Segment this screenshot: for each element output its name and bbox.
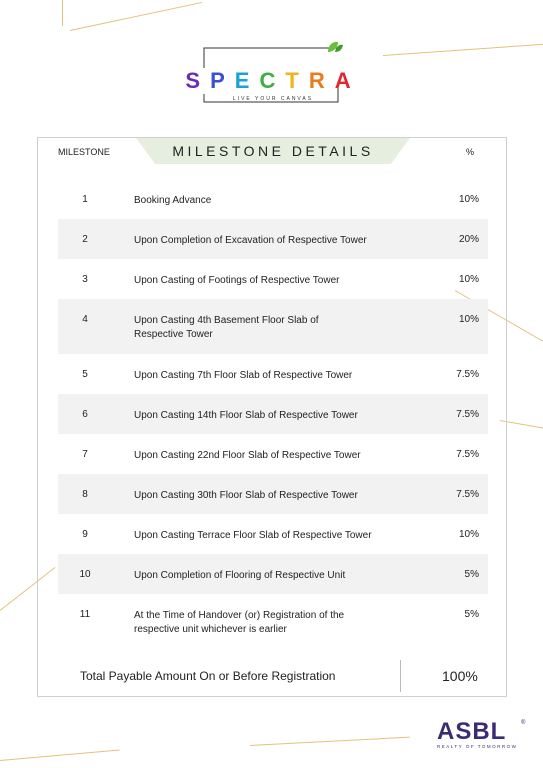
table-row	[58, 594, 488, 649]
table-row	[58, 514, 488, 554]
brand-letter: C	[259, 68, 286, 93]
milestone-percent: 5%	[464, 609, 479, 620]
developer-name: ASBL	[437, 718, 507, 745]
asbl-logo	[437, 718, 526, 749]
brand-letter: R	[308, 68, 335, 93]
table-row	[58, 434, 488, 474]
milestone-number: 1	[82, 194, 88, 205]
decorative-line	[250, 737, 410, 746]
brand-letter: A	[334, 68, 361, 93]
milestone-number: 11	[79, 609, 91, 620]
total-row	[58, 660, 488, 692]
milestone-percent: 10%	[458, 194, 479, 205]
milestone-number: 4	[82, 314, 88, 325]
spectra-logo	[178, 38, 368, 110]
milestone-rows	[58, 179, 488, 649]
milestone-description: Upon Casting of Footings of Respective Tower	[134, 275, 340, 286]
column-header-milestone: MILESTONE	[58, 147, 110, 157]
milestone-number: 7	[82, 449, 88, 460]
milestone-percent: 7.5%	[456, 449, 479, 460]
developer-tagline: REALTY OF TOMORROW	[437, 744, 518, 749]
milestone-description: Upon Casting 14th Floor Slab of Respective Tower	[134, 410, 358, 421]
milestone-percent: 20%	[458, 234, 479, 245]
decorative-line	[383, 43, 543, 56]
milestone-percent: 10%	[458, 274, 479, 285]
milestone-number: 5	[82, 369, 88, 380]
table-row	[58, 474, 488, 514]
milestone-number: 10	[79, 569, 91, 580]
milestone-description: Upon Casting 7th Floor Slab of Respective Tower	[134, 370, 353, 381]
table-row	[58, 179, 488, 219]
milestone-percent: 7.5%	[456, 409, 479, 420]
brand-name	[178, 68, 368, 94]
table-row	[58, 394, 488, 434]
leaf-icon	[326, 40, 344, 54]
total-divider	[400, 660, 401, 692]
milestone-description: At the Time of Handover (or) Registration of the respective unit whichever is earlier	[134, 610, 345, 635]
brand-letter: T	[285, 68, 309, 93]
brand-letter: E	[234, 68, 260, 93]
column-header-percent: %	[466, 147, 475, 157]
decorative-line	[70, 2, 202, 31]
milestone-percent: 7.5%	[456, 369, 479, 380]
brand-tagline: LIVE YOUR CANVAS	[232, 96, 314, 102]
brand-letter: S	[185, 68, 211, 93]
milestone-percent: 10%	[458, 314, 479, 325]
milestone-table	[37, 137, 507, 697]
milestone-description: Upon Completion of Flooring of Respective Unit	[134, 570, 346, 581]
milestone-number: 3	[82, 274, 88, 285]
milestone-number: 9	[82, 529, 88, 540]
milestone-number: 6	[82, 409, 88, 420]
total-value: 100%	[442, 668, 478, 684]
milestone-description: Upon Casting 30th Floor Slab of Respective Tower	[134, 490, 358, 501]
milestone-description: Upon Casting Terrace Floor Slab of Respective Tower	[134, 530, 372, 541]
table-row	[58, 354, 488, 394]
milestone-description: Upon Casting 4th Basement Floor Slab of Respective Tower	[134, 315, 319, 340]
table-row	[58, 554, 488, 594]
total-label: Total Payable Amount On or Before Registration	[80, 669, 336, 683]
milestone-description: Upon Completion of Excavation of Respective Tower	[134, 235, 367, 246]
brand-letter: P	[210, 68, 235, 93]
milestone-description: Upon Casting 22nd Floor Slab of Respective Tower	[134, 450, 361, 461]
table-row	[58, 259, 488, 299]
table-title: MILESTONE DETAILS	[172, 143, 374, 159]
decorative-line	[0, 750, 120, 761]
milestone-percent: 5%	[464, 569, 479, 580]
table-row	[58, 219, 488, 259]
registered-mark: ®	[521, 720, 526, 726]
milestone-description: Booking Advance	[134, 195, 212, 206]
milestone-percent: 10%	[458, 529, 479, 540]
table-row	[58, 299, 488, 354]
milestone-number: 8	[82, 489, 88, 500]
table-header	[38, 138, 506, 164]
decorative-line	[62, 0, 63, 26]
milestone-percent: 7.5%	[456, 489, 479, 500]
milestone-number: 2	[82, 234, 88, 245]
